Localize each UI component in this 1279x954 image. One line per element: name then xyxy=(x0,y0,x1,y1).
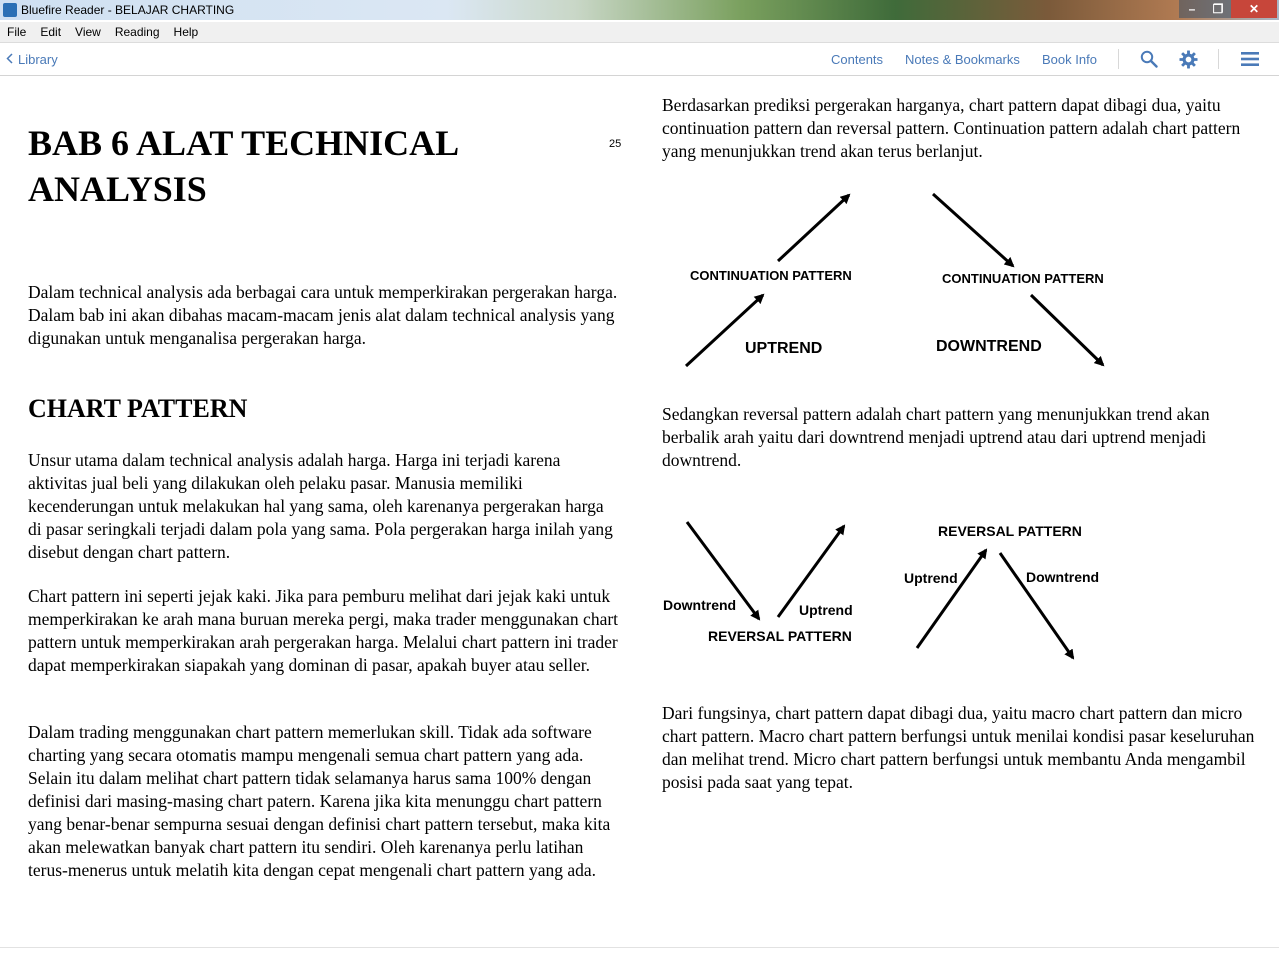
notes-bookmarks-button[interactable]: Notes & Bookmarks xyxy=(905,52,1020,67)
figure-label: CONTINUATION PATTERN xyxy=(690,268,852,283)
menu-file[interactable]: File xyxy=(7,25,27,39)
figure-label: Downtrend xyxy=(663,597,737,613)
maximize-button[interactable]: ❐ xyxy=(1205,0,1231,18)
toolbar-divider xyxy=(1218,49,1219,69)
menu-help[interactable]: Help xyxy=(173,25,199,39)
search-icon[interactable] xyxy=(1140,50,1158,73)
window-controls xyxy=(1179,0,1277,18)
arrow-down-icon xyxy=(933,194,1013,266)
chapter-title: BAB 6 ALAT TECHNICAL ANALYSIS xyxy=(28,123,458,209)
figure-label: REVERSAL PATTERN xyxy=(938,523,1082,539)
figure-label: Uptrend xyxy=(904,570,958,586)
body-paragraph: Dari fungsinya, chart pattern dapat dibagi dua, yaitu macro chart pattern dan micro chart pattern. Macro chart pattern berfungsi untuk menilai kondisi pasar keseluruhan dan melihat trend. Micro chart pattern berfungsi untuk membantu Anda mengambil posisi pada saat yang tepat. xyxy=(662,703,1255,792)
menu-edit[interactable]: Edit xyxy=(40,25,62,39)
library-label: Library xyxy=(18,52,58,67)
page-number: 25 xyxy=(609,138,622,150)
intro-paragraph: Dalam technical analysis ada berbagai cara untuk memperkirakan pergerakan harga. Dalam bab ini akan dibahas macam-macam jenis alat dalam technical analysis yang digunakan untuk menganalisa pergerakan harga. xyxy=(28,282,618,348)
figure-label: Uptrend xyxy=(799,602,853,618)
library-back-link[interactable] xyxy=(6,52,58,67)
body-paragraph: Dalam trading menggunakan chart pattern memerlukan skill. Tidak ada software charting yang secara otomatis mampu mengenali semua chart pattern yang ada. Selain itu dalam melihat chart pattern tidak selamanya harus sama 100% dengan definisi dari masing-masing chart patern. Karena jika kita menunggu chart pattern yang benar-benar sempurna sesuai dengan definisi chart pattern tersebut, maka kita akan melewatkan banyak chart pattern itu sendiri. Oleh karenanya perlu latihan terus-menerus untuk melatih kita dengan cepat mengenali chart pattern yang ada. xyxy=(28,722,611,880)
book-info-button[interactable]: Book Info xyxy=(1042,52,1097,67)
gear-icon[interactable] xyxy=(1179,50,1198,74)
minimize-button[interactable]: – xyxy=(1179,0,1205,18)
figure-label: UPTREND xyxy=(745,340,823,357)
figure-label: CONTINUATION PATTERN xyxy=(942,271,1104,286)
window-title: Bluefire Reader - BELAJAR CHARTING xyxy=(21,3,235,17)
arrow-down-icon xyxy=(1031,295,1103,365)
window-titlebar xyxy=(0,0,1279,20)
menu-bar xyxy=(0,22,1279,43)
page-divider xyxy=(0,947,1279,948)
reader-toolbar xyxy=(0,44,1279,76)
app-icon xyxy=(3,3,17,17)
figure-label: REVERSAL PATTERN xyxy=(708,628,852,644)
figure-label: Downtrend xyxy=(1026,569,1100,585)
continuation-pattern-figure xyxy=(662,186,1122,371)
contents-button[interactable]: Contents xyxy=(831,52,884,67)
body-paragraph: Unsur utama dalam technical analysis adalah harga. Harga ini terjadi karena aktivitas jual beli yang dilakukan oleh pelaku pasar. Manusia memiliki kecenderungan untuk melakukan hal yang sama, oleh karenanya pergerakan harga di pasar seringkali terjadi dalam pola yang sama. Pola pergerakan harga inilah yang disebut dengan chart pattern. xyxy=(28,450,613,562)
menu-reading[interactable]: Reading xyxy=(114,25,160,39)
body-paragraph: Berdasarkan prediksi pergerakan harganya, chart pattern dapat dibagi dua, yaitu continuation pattern dan reversal pattern. Continuation pattern adalah chart pattern yang menunjukkan trend akan terus berlanjut. xyxy=(662,95,1241,161)
toolbar-divider xyxy=(1118,49,1119,69)
arrow-up-icon xyxy=(778,195,849,261)
menu-view[interactable]: View xyxy=(75,25,101,39)
figure-label: DOWNTREND xyxy=(936,338,1042,355)
close-button[interactable]: ✕ xyxy=(1231,0,1277,18)
section-heading: CHART PATTERN xyxy=(28,394,248,423)
chevron-left-icon xyxy=(6,52,13,67)
menu-icon[interactable] xyxy=(1241,51,1259,72)
reversal-pattern-figure xyxy=(662,517,1122,667)
body-paragraph: Sedangkan reversal pattern adalah chart pattern yang menunjukkan trend akan berbalik arah yaitu dari downtrend menjadi uptrend atau dari uptrend menjadi downtrend. xyxy=(662,404,1210,470)
body-paragraph: Chart pattern ini seperti jejak kaki. Jika para pemburu melihat dari jejak kaki untuk memperkirakan ke arah mana buruan mereka pergi, maka trader menggunakan chart pattern untuk memperkirakan arah pergerakan harga. Melalui chart pattern ini trader dapat memperkirakan siapakah yang dominan di pasar, apakah buyer atau seller. xyxy=(28,586,619,675)
arrow-up-icon xyxy=(917,550,986,648)
